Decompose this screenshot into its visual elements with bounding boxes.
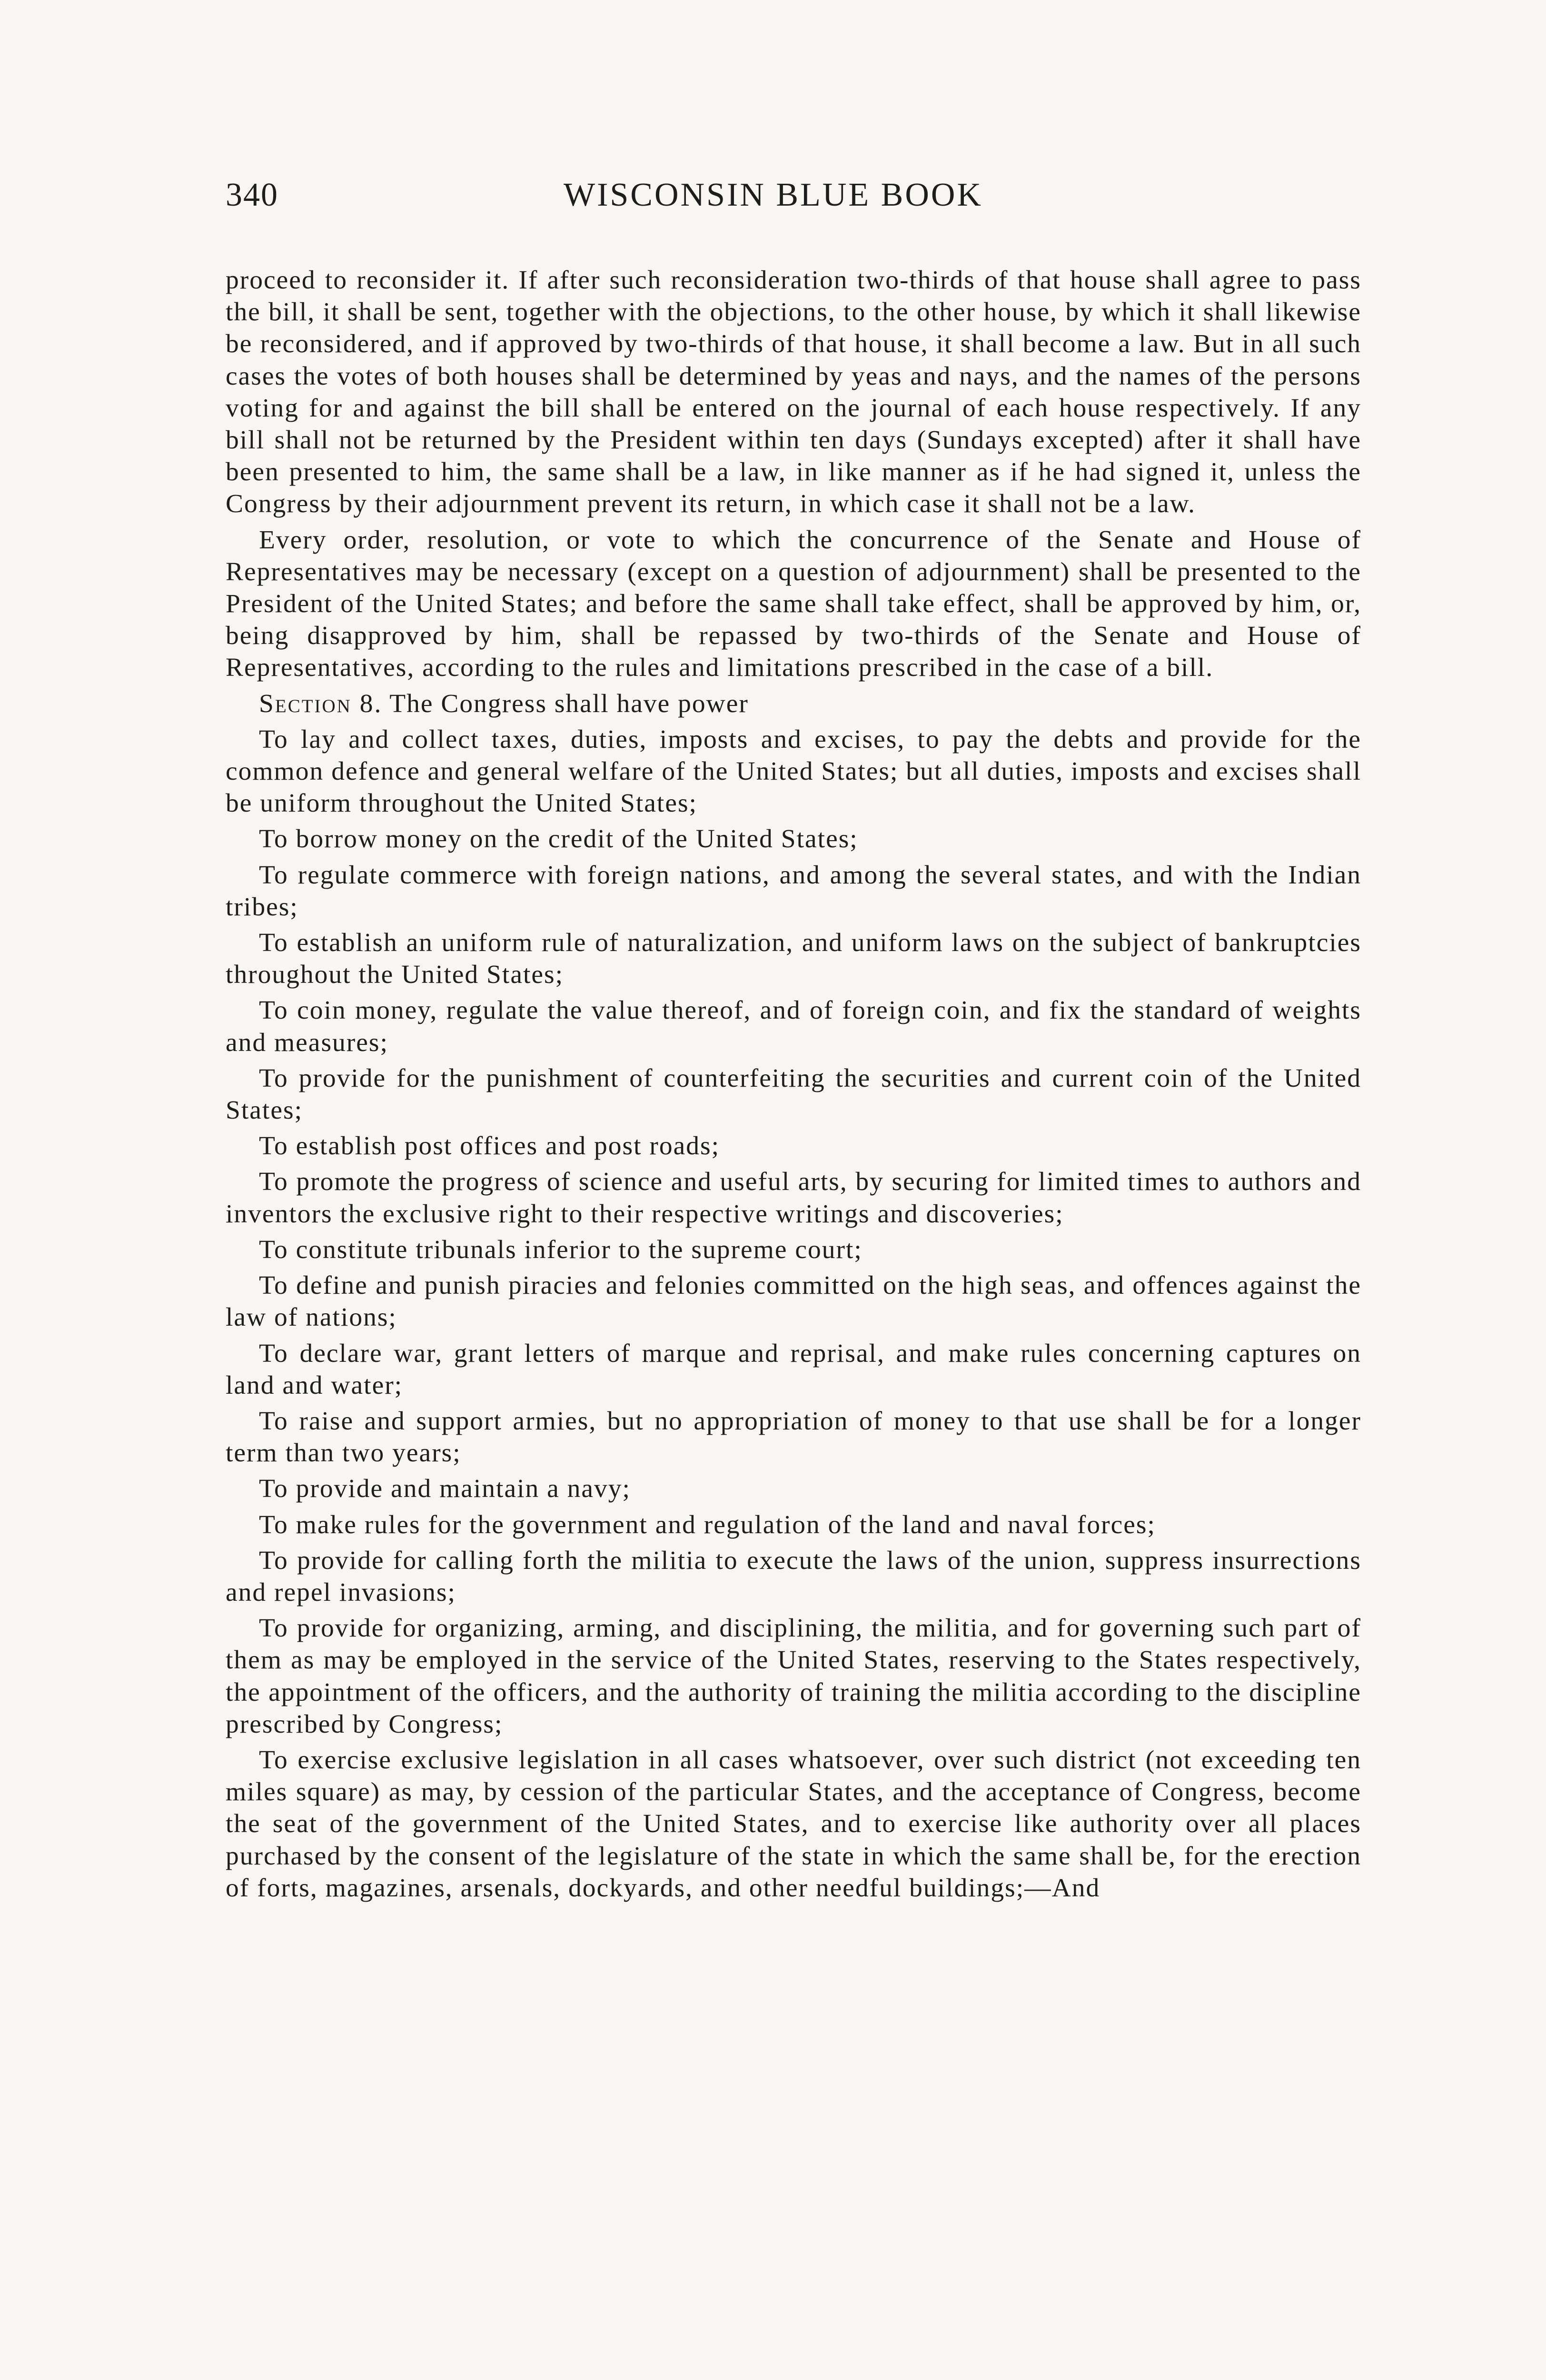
paragraph: To promote the progress of science and useful arts, by securing for limited times to authors and inventors the exclusive right to their respective writings and discoveries; — [226, 1167, 1361, 1229]
paragraph: To borrow money on the credit of the United States; — [259, 824, 858, 854]
paragraph: To establish an uniform rule of naturalization, and uniform laws on the subject of bankruptcies throughout the United States; — [226, 928, 1361, 990]
paragraph: To provide for calling forth the militia to execute the laws of the union, suppress insurrections and repel invasions; — [226, 1546, 1361, 1607]
paragraph: To provide for organizing, arming, and disciplining, the militia, and for governing such part of them as may be employed in the service of the United States, reserving to the States respectively, the appointment of the officers, and the authority of training the militia according to the discipline prescribed by Congress; — [226, 1614, 1361, 1739]
paragraph: proceed to reconsider it. If after such reconsideration two-thirds of that house shall agree to pass the bill, it shall be sent, together with the objections, to the other house, by which it shall likewise be reconsidered, and if approved by two-thirds of that house, it shall become a law. But in all such cases the votes of both houses shall be determined by yeas and nays, and the names of the persons voting for and against the bill shall be entered on the journal of each house respectively. If any bill shall not be returned by the President within ten days (Sundays excepted) after it shall have been presented to him, the same shall be a law, in like manner as if he had signed it, unless the Congress by their adjournment prevent its return, in which case it shall not be a law. — [226, 266, 1361, 519]
section-label: Section 8. — [259, 689, 383, 718]
body-text — [226, 264, 1361, 1908]
paragraph: To provide and maintain a navy; — [259, 1474, 631, 1504]
paragraph: To constitute tribunals inferior to the supreme court; — [259, 1235, 862, 1264]
paragraph: To make rules for the government and regulation of the land and naval forces; — [259, 1510, 1156, 1539]
section-text: The Congress shall have power — [389, 689, 749, 718]
paragraph: To provide for the punishment of counterfeiting the securities and current coin of the United States; — [226, 1063, 1361, 1125]
paragraph: To regulate commerce with foreign nations, and among the several states, and with the Indian tribes; — [226, 860, 1361, 922]
running-title: WISCONSIN BLUE BOOK — [564, 177, 983, 213]
page-header — [226, 171, 1368, 224]
paragraph: To raise and support armies, but no appropriation of money to that use shall be for a longer term than two years; — [226, 1406, 1361, 1468]
section-heading — [226, 688, 1361, 720]
paragraph: To establish post offices and post roads; — [259, 1131, 720, 1161]
paragraph: To exercise exclusive legislation in all cases whatsoever, over such district (not exceeding ten miles square) as may, by cession of the particular States, and the acceptance of Congress, become the seat of the government of the United States, and to exercise like authority over all places purchased by the consent of the legislature of the state in which the same shall be, for the erection of forts, magazines, arsenals, dockyards, and other needful buildings;—And — [226, 1745, 1361, 1903]
paragraph: To coin money, regulate the value thereof, and of foreign coin, and fix the standard of weights and measures; — [226, 996, 1361, 1057]
paragraph: To define and punish piracies and felonies committed on the high seas, and offences against the law of nations; — [226, 1271, 1361, 1332]
paragraph: To lay and collect taxes, duties, imposts and excises, to pay the debts and provide for the common defence and general welfare of the United States; but all duties, imposts and excises shall be uniform throughout the United States; — [226, 724, 1361, 818]
paragraph: To declare war, grant letters of marque and reprisal, and make rules concerning captures on land and water; — [226, 1339, 1361, 1400]
paragraph: Every order, resolution, or vote to which the concurrence of the Senate and House of Representatives may be necessary (except on a question of adjournment) shall be presented to the President of the United States; and before the same shall take effect, shall be approved by him, or, being disapproved by him, shall be repassed by two-thirds of the Senate and House of Representatives, according to the rules and limitations prescribed in the case of a bill. — [226, 525, 1361, 683]
page-number: 340 — [226, 177, 278, 213]
